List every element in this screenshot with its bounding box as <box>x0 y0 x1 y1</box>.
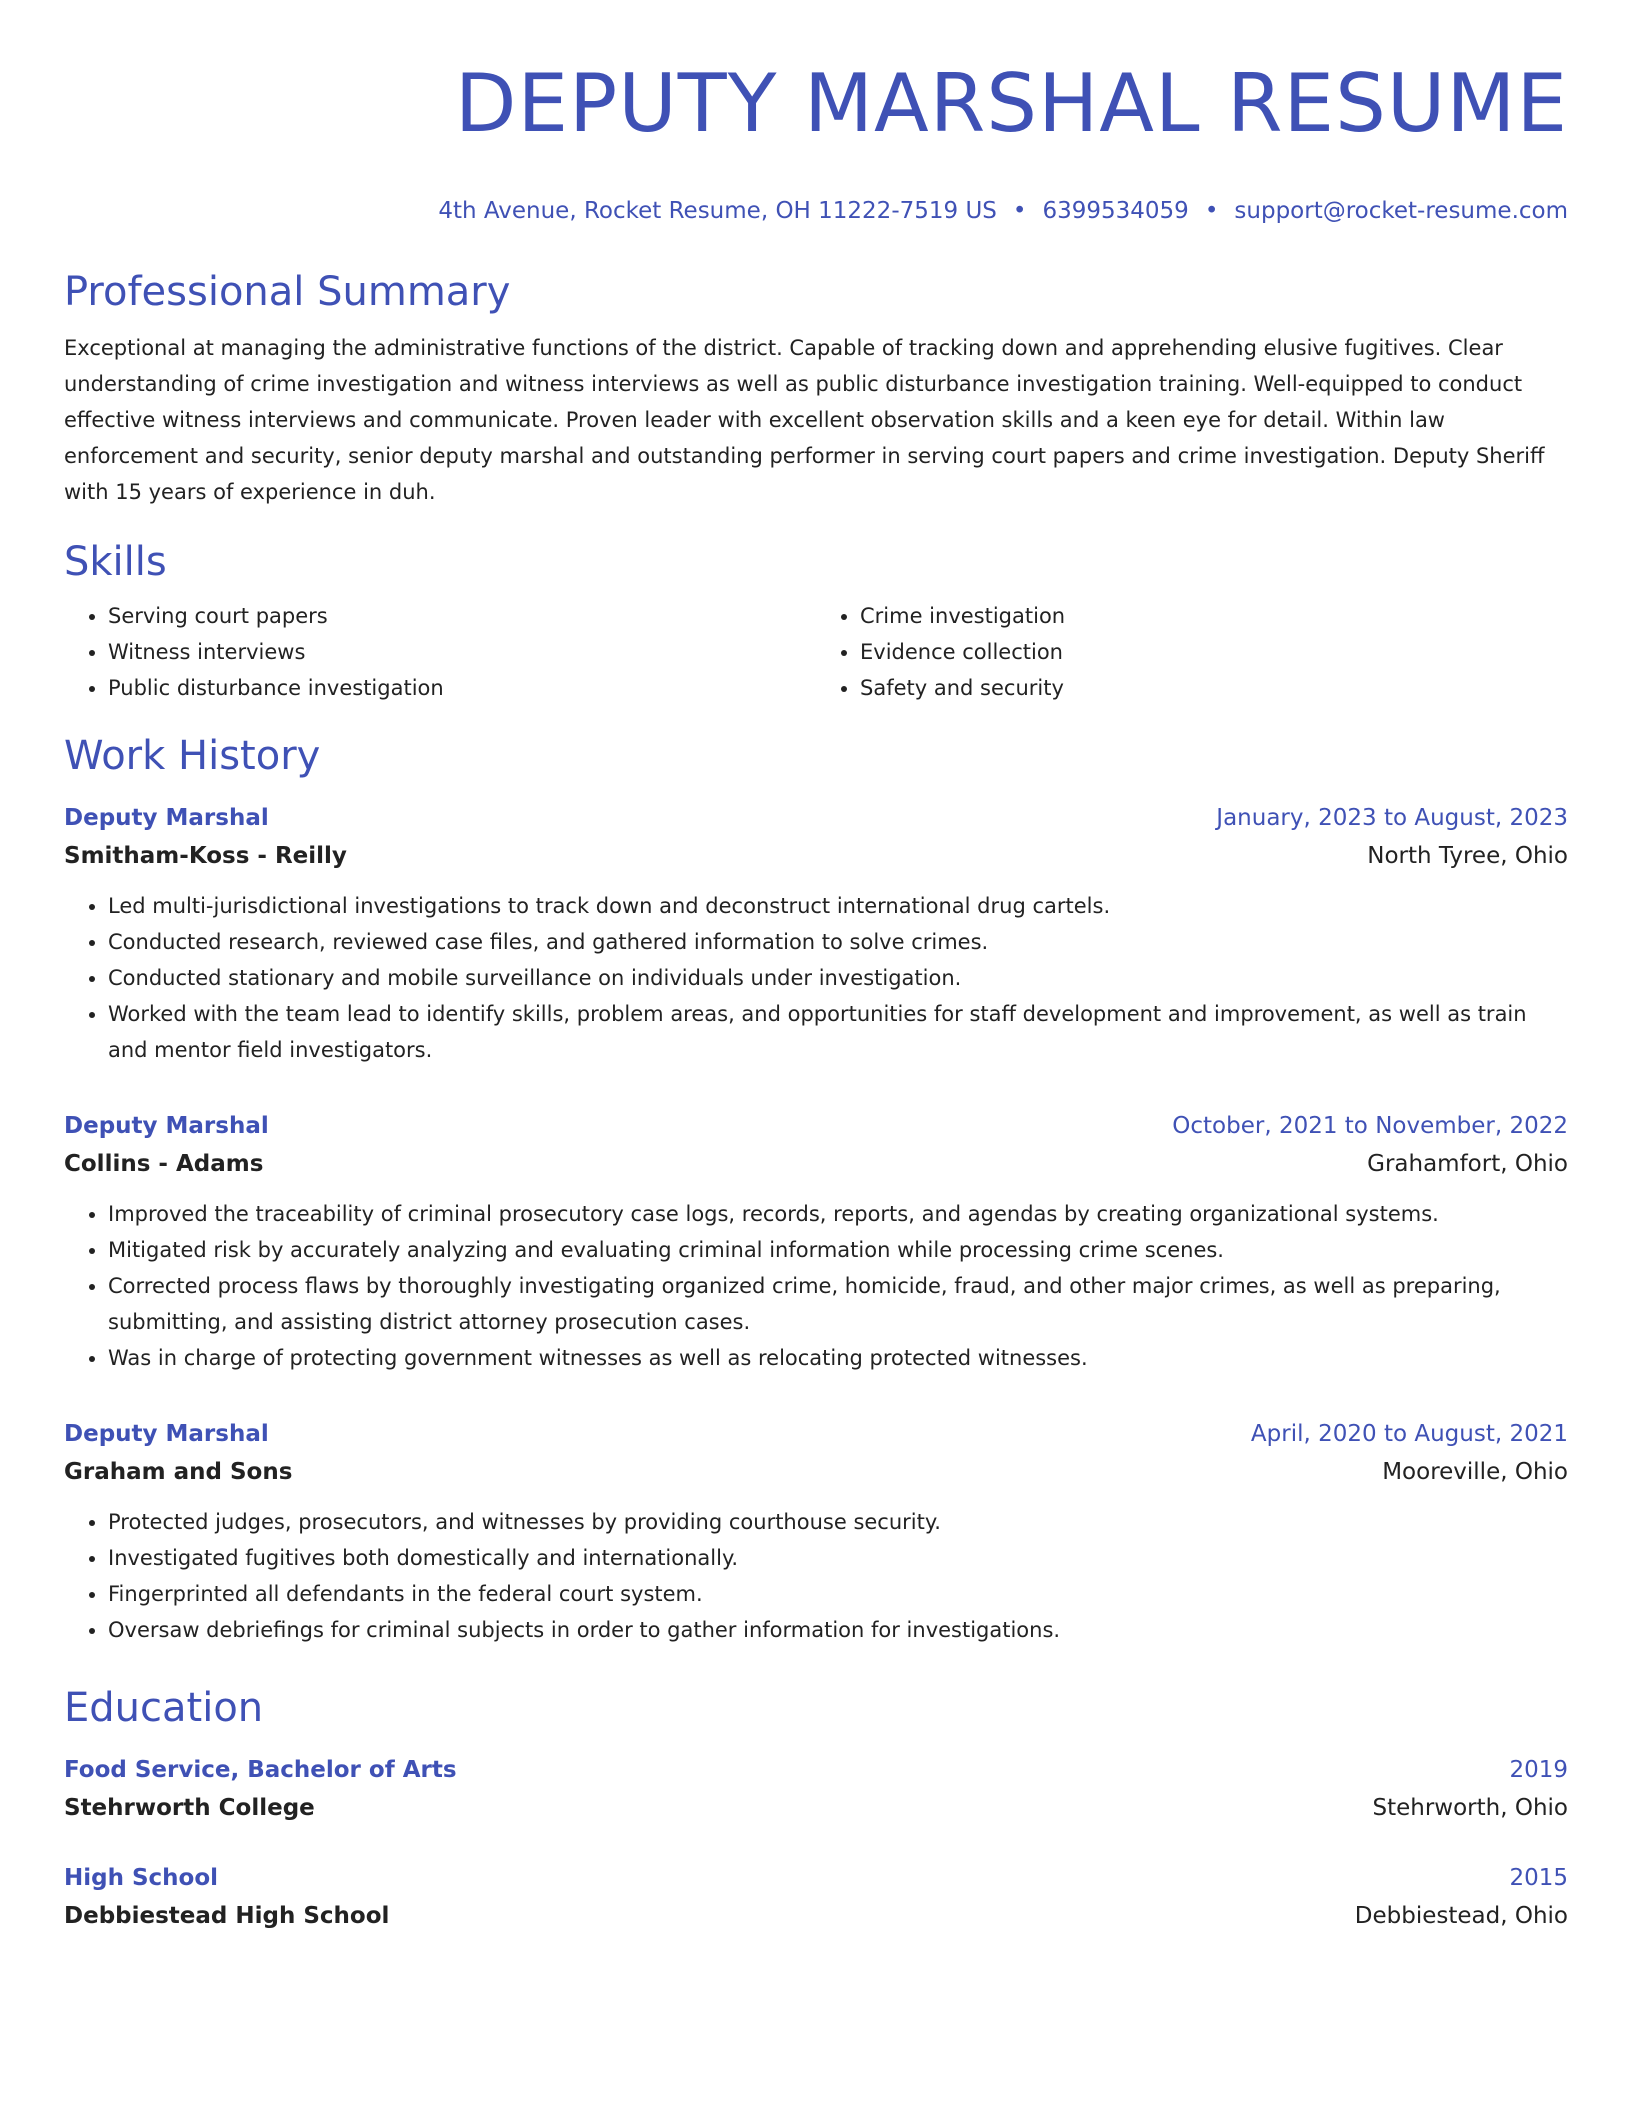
contact-line <box>64 196 1568 226</box>
job-company: Smitham-Koss - Reilly <box>64 843 347 869</box>
job-location: Mooreville, Ohio <box>1382 1459 1568 1485</box>
education-subheader <box>64 1896 1568 1936</box>
education-location: Stehrworth, Ohio <box>1372 1795 1568 1821</box>
education-degree: High School <box>64 1865 219 1891</box>
job-subheader <box>64 836 1568 876</box>
job-entry <box>64 1416 1568 1648</box>
job-bullet: • Investigated fugitives both domestically and internationally. <box>108 1540 1568 1576</box>
summary-heading: Professional Summary <box>64 269 511 315</box>
job-dates: January, 2023 to August, 2023 <box>1216 805 1568 831</box>
job-header <box>64 1416 1568 1452</box>
job-bullet: • Fingerprinted all defendants in the federal court system. <box>108 1576 1568 1612</box>
job-company: Collins - Adams <box>64 1151 264 1177</box>
job-bullet: • Worked with the team lead to identify skills, problem areas, and opportunities for staff development and improvement, as well as train and mentor field investigators. <box>108 996 1568 1068</box>
education-subheader <box>64 1788 1568 1828</box>
education-school: Stehrworth College <box>64 1795 315 1821</box>
skill-item: • Public disturbance investigation <box>108 670 816 706</box>
job-bullet: • Was in charge of protecting government witnesses as well as relocating protected witnesses. <box>108 1340 1568 1376</box>
skills-column-left <box>64 598 816 706</box>
resume-title: DEPUTY MARSHAL RESUME <box>454 57 1568 150</box>
skill-item: • Evidence collection <box>860 634 1568 670</box>
job-bullet: • Corrected process flaws by thoroughly investigating organized crime, homicide, fraud, and other major crimes, as well as preparing, submitting, and assisting district attorney prosecution cases. <box>108 1268 1568 1340</box>
education-school: Debbiestead High School <box>64 1903 390 1929</box>
skills-list <box>64 598 1568 706</box>
skill-item: • Serving court papers <box>108 598 816 634</box>
job-header <box>64 1108 1568 1144</box>
job-title: Deputy Marshal <box>64 1113 269 1139</box>
job-bullets <box>64 1196 1568 1376</box>
job-dates: April, 2020 to August, 2021 <box>1250 1421 1568 1447</box>
job-bullet: • Conducted research, reviewed case files, and gathered information to solve crimes. <box>108 924 1568 960</box>
contact-phone[interactable]: 6399534059 <box>1042 198 1189 224</box>
job-bullets <box>64 888 1568 1068</box>
job-subheader <box>64 1452 1568 1492</box>
job-bullet: • Protected judges, prosecutors, and witnesses by providing courthouse security. <box>108 1504 1568 1540</box>
work-history-heading: Work History <box>64 733 321 779</box>
education-heading: Education <box>64 1685 264 1731</box>
education-entry <box>64 1752 1568 1828</box>
job-company: Graham and Sons <box>64 1459 293 1485</box>
summary-text: Exceptional at managing the administrative functions of the district. Capable of tracking down and apprehending elusive fugitives. Clear understanding of crime investigation and witness interviews as well as public disturbance investigation training. Well-equipped to conduct effective witness interviews and communicate. Proven leader with excellent observation skills and a keen eye for detail. Within law enforcement and security, senior deputy marshal and outstanding performer in serving court papers and crime investigation. Deputy Sheriff with 15 years of experience in duh. <box>64 336 1545 504</box>
job-bullet: • Improved the traceability of criminal prosecutory case logs, records, reports, and agendas by creating organizational systems. <box>108 1196 1568 1232</box>
education-entry <box>64 1860 1568 1936</box>
education-degree: Food Service, Bachelor of Arts <box>64 1757 457 1783</box>
job-header <box>64 800 1568 836</box>
skill-item: • Crime investigation <box>860 598 1568 634</box>
education-header <box>64 1860 1568 1896</box>
job-subheader <box>64 1144 1568 1184</box>
job-bullet: • Oversaw debriefings for criminal subjects in order to gather information for investigations. <box>108 1612 1568 1648</box>
contact-separator: • <box>1204 198 1219 224</box>
skills-heading: Skills <box>64 539 167 585</box>
job-bullet: • Mitigated risk by accurately analyzing and evaluating criminal information while processing crime scenes. <box>108 1232 1568 1268</box>
job-entry <box>64 800 1568 1068</box>
education-year: 2015 <box>1509 1865 1568 1891</box>
job-bullets <box>64 1504 1568 1648</box>
skill-item: • Witness interviews <box>108 634 816 670</box>
job-bullet: • Conducted stationary and mobile surveillance on individuals under investigation. <box>108 960 1568 996</box>
education-year: 2019 <box>1509 1757 1568 1783</box>
job-title: Deputy Marshal <box>64 1421 269 1447</box>
skill-item: • Safety and security <box>860 670 1568 706</box>
contact-separator: • <box>1012 198 1027 224</box>
job-location: North Tyree, Ohio <box>1367 843 1568 869</box>
contact-address: 4th Avenue, Rocket Resume, OH 11222-7519 US <box>438 198 997 224</box>
contact-email[interactable]: support@rocket-resume.com <box>1234 198 1568 224</box>
job-entry <box>64 1108 1568 1376</box>
job-bullet: • Led multi-jurisdictional investigations to track down and deconstruct international drug cartels. <box>108 888 1568 924</box>
job-location: Grahamfort, Ohio <box>1367 1151 1568 1177</box>
education-header <box>64 1752 1568 1788</box>
job-dates: October, 2021 to November, 2022 <box>1172 1113 1568 1139</box>
skills-column-right <box>816 598 1568 706</box>
job-title: Deputy Marshal <box>64 805 269 831</box>
education-location: Debbiestead, Ohio <box>1354 1903 1568 1929</box>
